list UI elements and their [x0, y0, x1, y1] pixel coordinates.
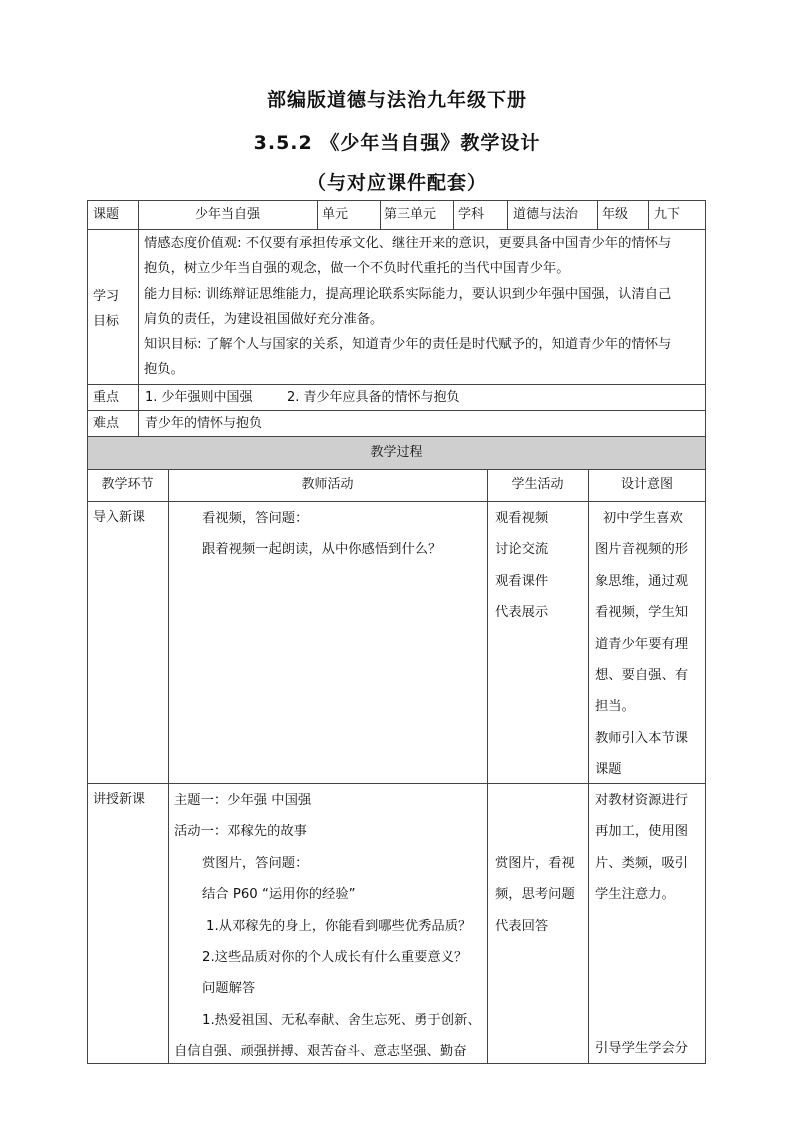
- intro-teacher: [202, 503, 441, 566]
- goal-line: 肩负的责任，为建设祖国做好充分准备。: [144, 311, 384, 327]
- difficulty-text: 青少年的情怀与抱负: [145, 416, 263, 431]
- design-line: 图片音视频的形: [595, 542, 689, 558]
- student-line: 赏图片，看视: [495, 856, 575, 871]
- grade-value: 九下: [654, 207, 681, 222]
- design-line: 想、要自强、有: [595, 667, 689, 683]
- goal-line: 能力目标: 训练辩证思维能力，提高理论联系实际能力，要认识到少年强中国强，认清自己: [144, 286, 672, 302]
- rule: [487, 469, 488, 1064]
- col-header-stage: 教学环节: [101, 477, 154, 492]
- teacher-line: 问题解答: [202, 981, 256, 997]
- rule: [87, 410, 706, 411]
- teacher-line: 赏图片，答问题：: [202, 855, 309, 871]
- design-line: 再加工，使用图: [595, 824, 689, 840]
- rule: [168, 469, 169, 1064]
- goals-text: [144, 231, 704, 383]
- goals-label-a: 学习: [93, 289, 120, 304]
- rule: [87, 501, 706, 502]
- rule: [648, 200, 649, 229]
- grade-label: 年级: [602, 207, 629, 222]
- rule: [87, 384, 706, 385]
- difficulty-label: 难点: [93, 416, 120, 431]
- lecture-design: [595, 785, 688, 911]
- lecture-stage: 讲授新课: [93, 792, 146, 807]
- teacher-line: 1.从邓稼先的身上，你能看到哪些优秀品质？: [206, 918, 472, 934]
- design-line: 课题: [595, 762, 622, 778]
- col-header-teacher: 教师活动: [301, 477, 354, 492]
- rule: [380, 200, 381, 229]
- doc-note: （与对应课件配套）: [306, 172, 487, 194]
- subject-value: 道德与法治: [513, 207, 579, 222]
- teacher-line: 2.这些品质对你的个人成长有什么重要意义？: [202, 949, 468, 965]
- unit-value: 第三单元: [384, 207, 437, 222]
- intro-stage: 导入新课: [93, 510, 146, 525]
- goal-line: 知识目标: 了解个人与国家的关系，知道青少年的责任是时代赋予的，知道青少年的情怀与: [144, 337, 672, 353]
- student-line: 观看视频: [495, 511, 549, 526]
- student-line: 观看课件: [495, 573, 549, 589]
- rule: [87, 436, 706, 437]
- rule: [317, 200, 318, 229]
- teacher-line: 跟着视频一起朗读，从中你感悟到什么？: [202, 542, 442, 558]
- teacher-line: 结合 P60 “运用你的经验”: [202, 887, 356, 903]
- design-line: 学生注意力。: [595, 887, 675, 903]
- doc-title: 部编版道德与法治九年级下册: [266, 89, 527, 111]
- doc-subtitle: 3.5.2 《少年当自强》教学设计: [253, 132, 541, 154]
- teacher-line: 主题一：少年强 中国强: [174, 793, 312, 808]
- topic-value: 少年当自强: [194, 207, 260, 222]
- teacher-line: 1.热爱祖国、无私奉献、舍生忘死、勇于创新、: [202, 1012, 481, 1028]
- topic-label: 课题: [93, 207, 120, 222]
- design-line: 象思维，通过观: [595, 573, 689, 589]
- unit-label: 单元: [322, 207, 349, 222]
- intro-student: [495, 503, 548, 629]
- rule: [507, 200, 508, 229]
- rule: [87, 229, 706, 230]
- design-line: 看视频，学生知: [595, 605, 689, 621]
- key-item-1: 1. 少年强则中国强: [145, 390, 253, 405]
- student-line: 讨论交流: [495, 542, 549, 558]
- col-header-design: 设计意图: [620, 477, 673, 492]
- subject-label: 学科: [458, 207, 485, 222]
- intro-design: [595, 503, 688, 786]
- rule: [597, 200, 598, 229]
- key-item-2: 2. 青少年应具备的情怀与抱负: [287, 390, 460, 405]
- rule: [453, 200, 454, 229]
- rule: [87, 469, 706, 470]
- lecture-student: [495, 848, 575, 942]
- rule: [588, 469, 589, 1064]
- teacher-line: 活动一：邓稼先的故事: [174, 824, 307, 840]
- rule: [138, 200, 139, 436]
- design-line: 初中学生喜欢: [603, 511, 683, 526]
- goal-line: 抱负。: [144, 362, 184, 378]
- design-line: 片、类频，吸引: [595, 855, 689, 871]
- teacher-line: 自信自强、顽强拼搏、艰苦奋斗、意志坚强、勤奋: [174, 1044, 467, 1060]
- design-line: 对教材资源进行: [595, 793, 689, 808]
- goal-line: 情感态度价值观: 不仅要有承担传承文化、继往开来的意识，更要具备中国青少年的情怀与: [144, 236, 672, 251]
- process-title: 教学过程: [370, 445, 423, 460]
- goal-line: 抱负，树立少年当自强的观念，做一个不负时代重托的当代中国青少年。: [144, 261, 570, 277]
- student-line: 代表回答: [495, 918, 549, 934]
- lecture-design-bottom: 引导学生学会分: [595, 1041, 689, 1056]
- design-line: 担当。: [595, 699, 635, 715]
- student-line: 频，思考问题: [495, 887, 575, 903]
- col-header-student: 学生活动: [511, 477, 564, 492]
- goals-label-b: 目标: [93, 314, 120, 329]
- key-label: 重点: [93, 390, 120, 405]
- design-line: 教师引入本节课: [595, 730, 689, 746]
- student-line: 代表展示: [495, 605, 549, 621]
- design-line: 道青少年要有理: [595, 636, 689, 652]
- lecture-teacher: [174, 785, 481, 1068]
- teacher-line: 看视频，答问题：: [202, 511, 309, 526]
